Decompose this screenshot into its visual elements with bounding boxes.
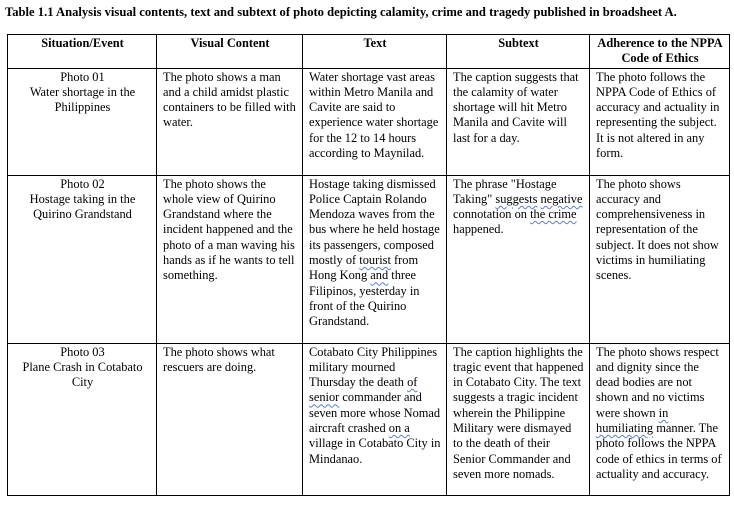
text-cell: [303, 175, 447, 343]
subtext-cell: [447, 175, 590, 343]
spellcheck-flagged-word: in: [658, 405, 669, 420]
spellcheck-flagged-word: negative: [540, 191, 583, 206]
ethics-cell: The photo follows the NPPA Code of Ethics of accuracy and actuality in representing the subject. It is not altered in any form.: [590, 68, 730, 175]
situation-cell: [8, 343, 157, 495]
header-subtext: Subtext: [447, 35, 590, 69]
visual-content-cell: The photo shows what rescuers are doing.: [157, 343, 303, 495]
text-segment: Hostage taking dismissed Police Captain Rolando Mendoza waves from the bus where he held hostage its passengers, composed mostly of: [309, 176, 440, 268]
header-text: Text: [303, 35, 447, 69]
spellcheck-flagged-word: tourist: [359, 253, 391, 268]
table-row: [8, 68, 730, 175]
text-segment: connotation on: [453, 207, 531, 222]
text-segment: happened.: [453, 222, 504, 237]
text-cell: Water shortage vast areas within Metro Manila and Cavite are said to experience water shortage for the 12 to 14 hours according to Maynilad.: [303, 68, 447, 175]
text-segment: village in Cotabato City in Mindanao.: [309, 436, 441, 466]
analysis-table: [7, 34, 730, 496]
text-segment: The photo shows respect and dignity since the dead bodies are not shown and no victims were shown: [596, 344, 719, 420]
spellcheck-flagged-word: on a: [388, 421, 410, 436]
photo-label: Photo 02: [60, 176, 105, 191]
table-row: [8, 175, 730, 343]
header-visual-content: Visual Content: [157, 35, 303, 69]
table-row: [8, 343, 730, 495]
text-segment: Cotabato City Philippines military mourned Thursday the death: [309, 344, 438, 390]
text-segment: The phrase "Hostage Taking": [453, 176, 557, 206]
event-label: Plane Crash in Cotabato City: [22, 359, 143, 390]
spellcheck-flagged-word: of senior: [309, 375, 418, 405]
ethics-cell: The photo shows accuracy and comprehensiveness in representation of the subject. It does not show victims in humiliating scenes.: [590, 175, 730, 343]
subtext-cell: The caption highlights the tragic event that happened in Cotabato City. The text suggests a tragic incident wherein the Philippine Military were dismayed to the death of their Senior Commander and seven more nomads.: [447, 343, 590, 495]
text-cell: [303, 343, 447, 495]
visual-content-cell: The photo shows a man and a child amidst plastic containers to be filled with water.: [157, 68, 303, 175]
text-segment: from Hong Kong: [309, 253, 419, 283]
subtext-cell: The caption suggests that the calamity of water shortage will hit Metro Manila and Cavite will last for a day.: [447, 68, 590, 175]
spellcheck-flagged-word: suggests: [495, 191, 538, 206]
situation-cell: [8, 68, 157, 175]
ethics-cell: [590, 343, 730, 495]
situation-cell: [8, 175, 157, 343]
spellcheck-flagged-word: the crime: [530, 207, 577, 222]
text-segment: manner. The photo follows the NPPA code of ethics in terms of actuality and accuracy.: [596, 421, 722, 481]
spellcheck-flagged-word: humiliating: [596, 421, 654, 436]
photo-label: Photo 03: [60, 344, 105, 359]
header-adherence-nppa: Adherence to the NPPA Code of Ethics: [590, 35, 730, 69]
event-label: Water shortage in the Philippines: [29, 84, 136, 115]
event-label: Hostage taking in the Quirino Grandstand: [29, 191, 136, 222]
table-header-row: [8, 35, 730, 69]
spellcheck-flagged-word: and: [370, 268, 389, 283]
visual-content-cell: The photo shows the whole view of Quirino Grandstand where the incident happened and the photo of a man waving his hands as if he wants to tell something.: [157, 175, 303, 343]
text-segment: three Filipinos, yesterday in front of the Quirino Grandstand.: [309, 268, 420, 329]
table-caption: Table 1.1 Analysis visual contents, text and subtext of photo depicting calamity, crime and tragedy published in broadsheet A.: [5, 5, 677, 19]
photo-label: Photo 01: [60, 69, 105, 84]
text-segment: commander and seven more whose Nomad aircraft crashed: [309, 390, 441, 436]
header-situation-event: Situation/Event: [8, 35, 157, 69]
